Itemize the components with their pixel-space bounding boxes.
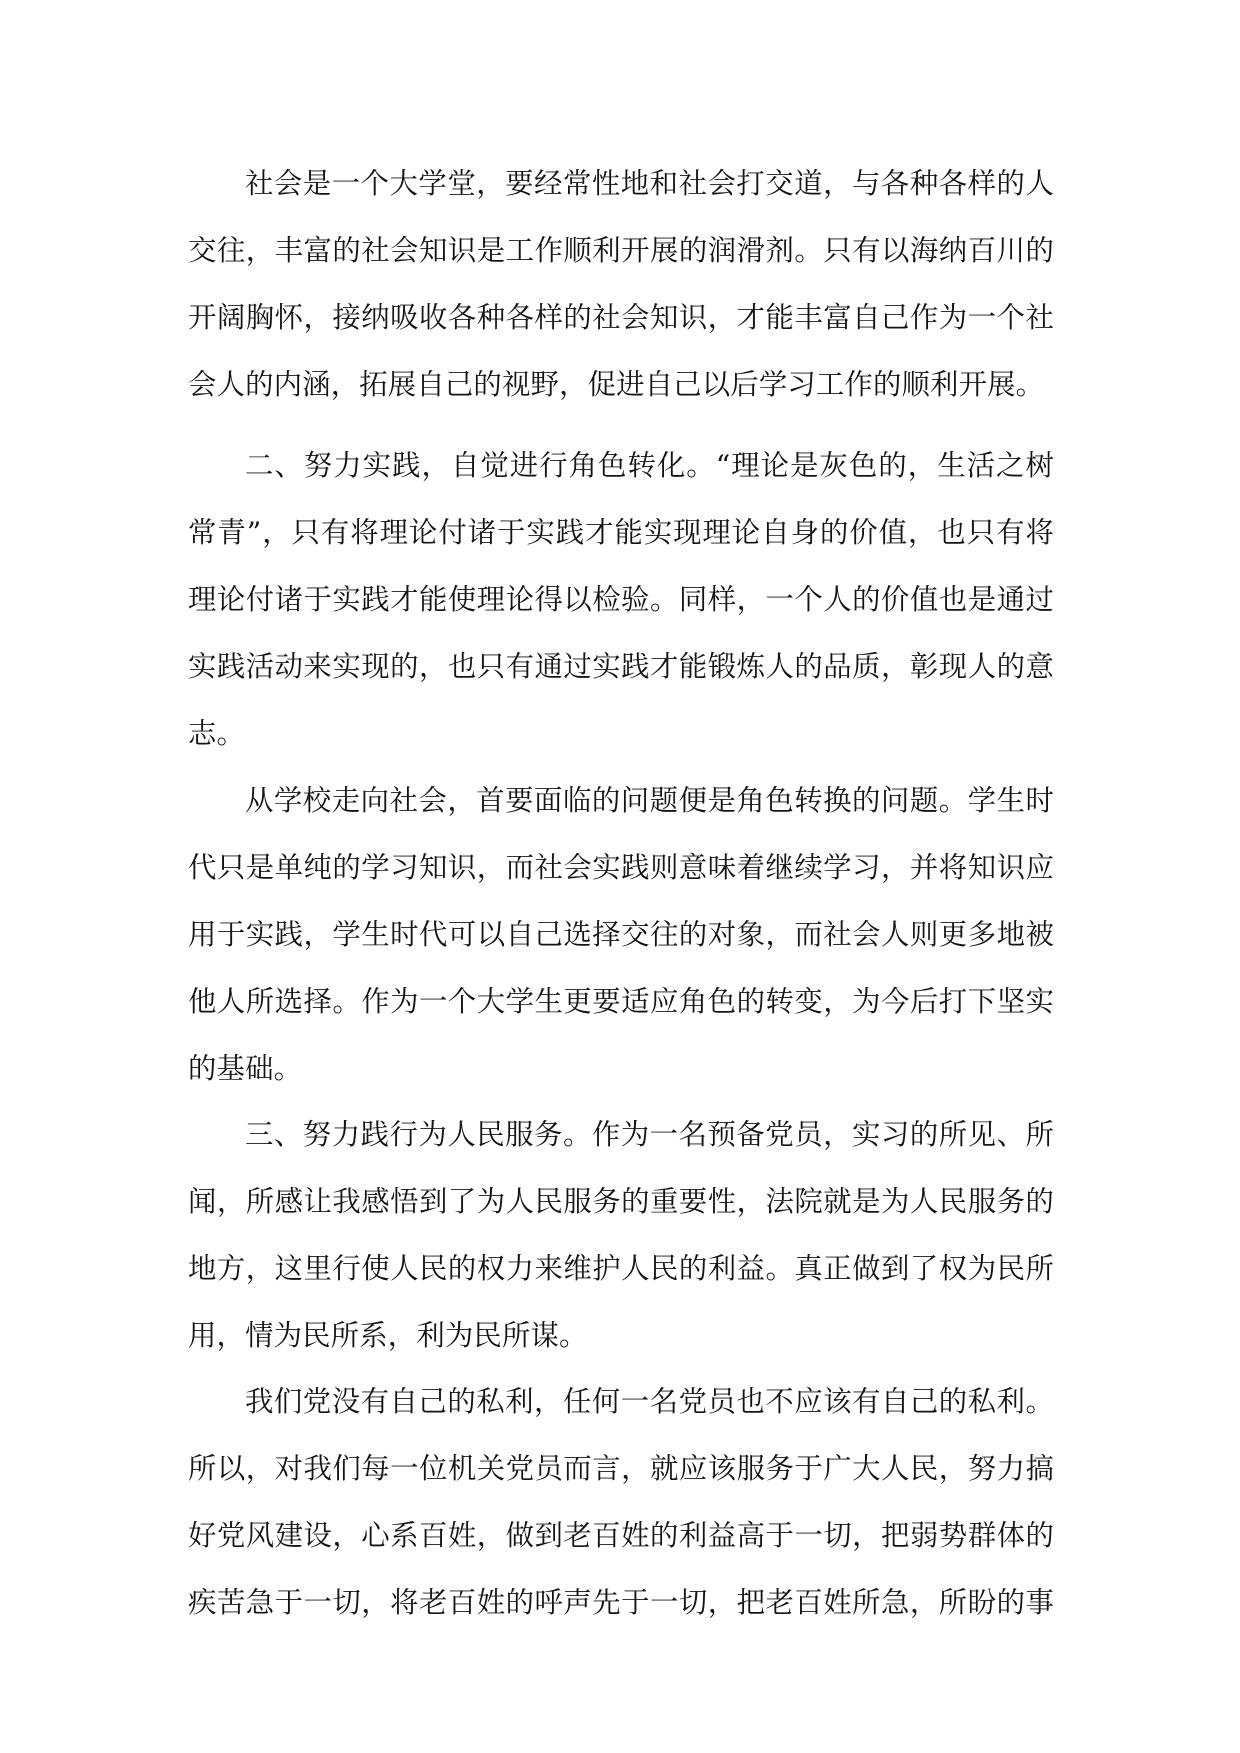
- paragraph-line: 他人所选择。作为一个大学生更要适应角色的转变，为今后打下坚实: [188, 985, 1054, 1018]
- paragraph-line: 开阔胸怀，接纳吸收各种各样的社会知识，才能丰富自己作为一个社: [188, 301, 1054, 334]
- paragraph-line: 二、努力实践，自觉进行角色转化。“理论是灰色的，生活之树: [245, 449, 1054, 482]
- paragraph-line: 所以，对我们每一位机关党员而言，就应该服务于广大人民，努力搞: [188, 1452, 1054, 1485]
- paragraph-practice-role-change: [188, 432, 1054, 767]
- paragraph-party-no-private-interest: [188, 1368, 1054, 1636]
- paragraph-line: 从学校走向社会，首要面临的问题便是角色转换的问题。学生时: [245, 784, 1054, 817]
- paragraph-line: 我们党没有自己的私利，任何一名党员也不应该有自己的私利。: [245, 1385, 1054, 1418]
- paragraph-line: 用，情为民所系，利为民所谋。: [188, 1319, 588, 1352]
- paragraph-line: 三、努力践行为人民服务。作为一名预备党员，实习的所见、所: [245, 1118, 1054, 1151]
- paragraph-line: 实践活动来实现的，也只有通过实践才能锻炼人的品质，彰现人的意: [188, 650, 1054, 683]
- paragraph-school-to-society: [188, 767, 1054, 1102]
- paragraph-line: 用于实践，学生时代可以自己选择交往的对象，而社会人则更多地被: [188, 918, 1054, 951]
- paragraph-line: 志。: [188, 717, 246, 750]
- paragraph-line: 理论付诸于实践才能使理论得以检验。同样，一个人的价值也是通过: [188, 583, 1054, 616]
- paragraph-line: 疾苦急于一切，将老百姓的呼声先于一切，把老百姓所急，所盼的事: [188, 1586, 1054, 1619]
- paragraph-line: 社会是一个大学堂，要经常性地和社会打交道，与各种各样的人: [245, 167, 1054, 200]
- paragraph-line: 常青”，只有将理论付诸于实践才能实现理论自身的价值，也只有将: [188, 516, 1054, 549]
- paragraph-society-classroom: [188, 150, 1054, 418]
- paragraph-line: 好党风建设，心系百姓，做到老百姓的利益高于一切，把弱势群体的: [188, 1519, 1054, 1552]
- paragraph-line: 代只是单纯的学习知识，而社会实践则意味着继续学习，并将知识应: [188, 851, 1054, 884]
- paragraph-line: 地方，这里行使人民的权力来维护人民的利益。真正做到了权为民所: [188, 1252, 1054, 1285]
- paragraph-serve-the-people: [188, 1101, 1054, 1369]
- paragraph-line: 闻，所感让我感悟到了为人民服务的重要性，法院就是为人民服务的: [188, 1185, 1054, 1218]
- paragraph-line: 的基础。: [188, 1052, 303, 1085]
- paragraph-line: 会人的内涵，拓展自己的视野，促进自己以后学习工作的顺利开展。: [188, 368, 1045, 401]
- paragraph-line: 交往，丰富的社会知识是工作顺利开展的润滑剂。只有以海纳百川的: [188, 234, 1054, 267]
